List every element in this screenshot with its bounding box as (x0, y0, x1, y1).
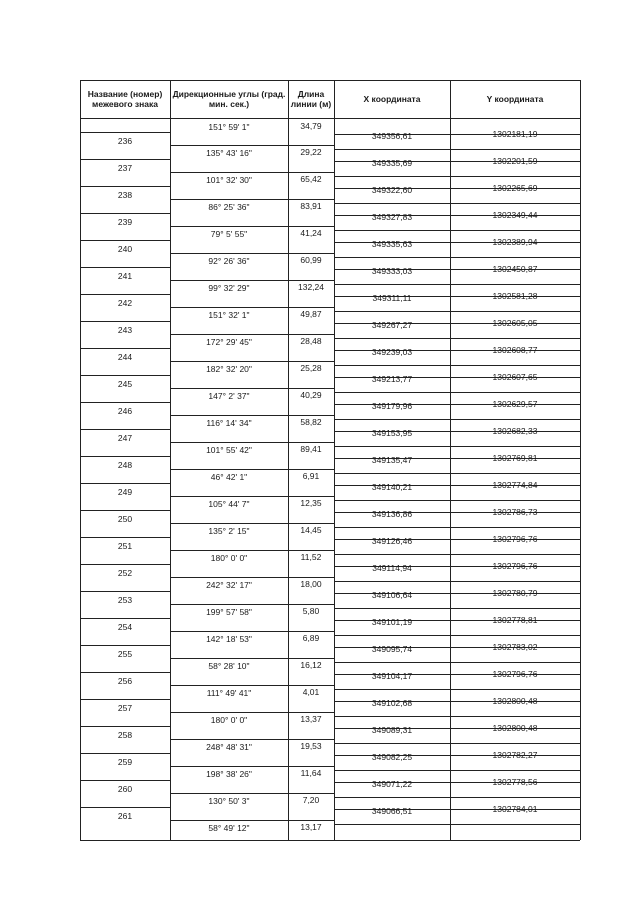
row-divider (334, 554, 580, 555)
row-divider (80, 537, 170, 538)
point-name: 243 (117, 325, 133, 335)
row-divider (170, 280, 334, 281)
row-divider (170, 577, 334, 578)
point-x: 349140,21 (371, 482, 413, 492)
row-divider (334, 149, 580, 150)
point-y: 1302786,73 (492, 507, 538, 517)
point-name: 244 (117, 352, 133, 362)
segment-length: 18,00 (300, 579, 322, 589)
point-name: 240 (117, 244, 133, 254)
row-divider (80, 618, 170, 619)
column-divider (288, 80, 289, 840)
segment-length: 132,24 (298, 282, 324, 292)
point-y: 1302769,81 (492, 453, 538, 463)
point-y: 1302450,87 (492, 264, 538, 274)
segment-angle: 101° 55' 42" (206, 445, 252, 455)
coordinates-table (80, 80, 580, 840)
row-divider (170, 145, 334, 146)
point-y: 1302389,94 (492, 237, 538, 247)
segment-length: 6,89 (302, 633, 320, 643)
header-x: X координата (363, 94, 421, 104)
row-divider (334, 230, 580, 231)
header-length: Длина линии (м) (290, 89, 332, 109)
point-x: 349311,11 (372, 293, 412, 303)
row-divider (80, 429, 170, 430)
segment-angle: 147° 2' 37" (208, 391, 250, 401)
point-y: 1302784,01 (492, 804, 538, 814)
row-divider (334, 365, 580, 366)
row-divider (170, 820, 334, 821)
point-x: 349327,83 (371, 212, 413, 222)
point-name: 249 (117, 487, 133, 497)
segment-length: 5,80 (302, 606, 320, 616)
row-divider (170, 550, 334, 551)
segment-angle: 58° 49' 12" (208, 823, 250, 833)
row-divider (334, 500, 580, 501)
segment-length: 49,87 (300, 309, 322, 319)
row-divider (80, 564, 170, 565)
segment-angle: 180° 0' 0" (210, 553, 248, 563)
row-divider (80, 267, 170, 268)
segment-angle: 142° 18' 53" (206, 634, 252, 644)
row-divider (80, 159, 170, 160)
row-divider (80, 753, 170, 754)
point-y: 1302778,56 (492, 777, 538, 787)
point-name: 251 (117, 541, 133, 551)
segment-length: 65,42 (300, 174, 322, 184)
point-x: 349153,95 (371, 428, 413, 438)
row-divider (334, 338, 580, 339)
point-name: 260 (117, 784, 133, 794)
row-divider (80, 807, 170, 808)
point-name: 254 (117, 622, 133, 632)
row-divider (170, 172, 334, 173)
point-y: 1302265,69 (492, 183, 538, 193)
segment-length: 34,79 (300, 121, 322, 131)
row-divider (334, 176, 580, 177)
segment-length: 58,82 (300, 417, 322, 427)
row-divider (170, 415, 334, 416)
row-divider (334, 311, 580, 312)
row-divider (334, 608, 580, 609)
point-name: 250 (117, 514, 133, 524)
point-x: 349267,27 (371, 320, 413, 330)
segment-length: 25,28 (300, 363, 322, 373)
table-border-bottom (80, 840, 580, 841)
point-x: 349335,69 (371, 158, 413, 168)
row-divider (334, 446, 580, 447)
row-divider (334, 203, 580, 204)
segment-length: 19,53 (300, 741, 322, 751)
point-name: 255 (117, 649, 133, 659)
segment-length: 13,17 (300, 822, 322, 832)
header-y: Y координата (486, 94, 544, 104)
point-x: 349106,64 (371, 590, 413, 600)
point-y: 1302581,28 (492, 291, 538, 301)
row-divider (170, 469, 334, 470)
point-name: 253 (117, 595, 133, 605)
point-y: 1302796,76 (492, 669, 538, 679)
point-name: 245 (117, 379, 133, 389)
point-x: 349095,74 (371, 644, 413, 654)
point-x: 349071,22 (371, 779, 413, 789)
row-divider (80, 240, 170, 241)
row-divider (170, 523, 334, 524)
point-y: 1302783,02 (492, 642, 538, 652)
row-divider (334, 824, 580, 825)
segment-length: 12,35 (300, 498, 322, 508)
row-divider (170, 199, 334, 200)
row-divider (80, 294, 170, 295)
row-divider (80, 402, 170, 403)
row-divider (170, 226, 334, 227)
point-x: 349136,86 (371, 509, 413, 519)
row-divider (170, 793, 334, 794)
row-divider (80, 213, 170, 214)
point-y: 1302782,27 (492, 750, 538, 760)
point-y: 1302800,48 (492, 696, 538, 706)
segment-angle: 116° 14' 34" (206, 418, 252, 428)
segment-length: 83,91 (300, 201, 322, 211)
row-divider (80, 186, 170, 187)
segment-length: 13,37 (300, 714, 322, 724)
point-y: 1302778,81 (492, 615, 538, 625)
row-divider (334, 527, 580, 528)
segment-angle: 46° 42' 1" (210, 472, 248, 482)
point-x: 349114,94 (372, 563, 412, 573)
point-y: 1302682,33 (492, 426, 538, 436)
row-divider (170, 361, 334, 362)
segment-angle: 198° 38' 26" (206, 769, 252, 779)
row-divider (334, 419, 580, 420)
point-name: 256 (117, 676, 133, 686)
segment-length: 41,24 (300, 228, 322, 238)
point-x: 349089,31 (371, 725, 413, 735)
segment-angle: 79° 5' 55" (210, 229, 248, 239)
segment-length: 4,01 (302, 687, 320, 697)
row-divider (80, 483, 170, 484)
point-x: 349356,61 (371, 131, 413, 141)
point-name: 236 (117, 136, 133, 146)
row-divider (80, 375, 170, 376)
segment-angle: 86° 25' 36" (208, 202, 250, 212)
point-name: 241 (117, 271, 133, 281)
row-divider (170, 739, 334, 740)
row-divider (334, 797, 580, 798)
segment-length: 11,52 (300, 552, 322, 562)
point-x: 349101,19 (371, 617, 413, 627)
row-divider (334, 473, 580, 474)
row-divider (170, 685, 334, 686)
row-divider (80, 348, 170, 349)
point-x: 349126,46 (371, 536, 413, 546)
row-divider (334, 770, 580, 771)
segment-length: 14,45 (300, 525, 322, 535)
row-divider (334, 581, 580, 582)
segment-length: 28,48 (300, 336, 322, 346)
row-divider (170, 307, 334, 308)
segment-angle: 135° 2' 15" (208, 526, 250, 536)
header-divider (80, 118, 580, 119)
row-divider (80, 510, 170, 511)
segment-length: 16,12 (300, 660, 322, 670)
point-y: 1302796,76 (492, 561, 538, 571)
segment-angle: 111° 49' 41" (206, 688, 252, 698)
point-y: 1302780,79 (492, 588, 538, 598)
row-divider (170, 496, 334, 497)
row-divider (80, 726, 170, 727)
segment-angle: 130° 50' 3" (208, 796, 250, 806)
row-divider (334, 689, 580, 690)
segment-angle: 92° 26' 36" (208, 256, 250, 266)
row-divider (80, 672, 170, 673)
point-name: 257 (117, 703, 133, 713)
point-x: 349239,03 (371, 347, 413, 357)
row-divider (170, 604, 334, 605)
segment-length: 60,99 (300, 255, 322, 265)
row-divider (334, 257, 580, 258)
row-divider (80, 780, 170, 781)
segment-length: 40,29 (300, 390, 322, 400)
point-x: 349322,60 (371, 185, 413, 195)
segment-angle: 58° 28' 10" (208, 661, 250, 671)
point-name: 252 (117, 568, 133, 578)
point-name: 237 (117, 163, 133, 173)
row-divider (170, 388, 334, 389)
segment-angle: 151° 32' 1" (208, 310, 250, 320)
segment-length: 6,91 (302, 471, 320, 481)
segment-angle: 135° 43' 16" (206, 148, 252, 158)
point-name: 239 (117, 217, 133, 227)
segment-angle: 99° 32' 29" (208, 283, 250, 293)
point-x: 349213,77 (371, 374, 413, 384)
segment-angle: 180° 0' 0" (210, 715, 248, 725)
segment-angle: 105° 44' 7" (208, 499, 250, 509)
segment-angle: 151° 59' 1" (208, 122, 250, 132)
row-divider (80, 591, 170, 592)
point-y: 1302796,76 (492, 534, 538, 544)
table-border-right (580, 80, 581, 840)
segment-length: 7,20 (302, 795, 320, 805)
point-x: 349082,25 (371, 752, 413, 762)
row-divider (334, 716, 580, 717)
segment-length: 89,41 (300, 444, 322, 454)
segment-angle: 242° 32' 17" (206, 580, 252, 590)
row-divider (170, 253, 334, 254)
row-divider (170, 766, 334, 767)
point-name: 261 (117, 811, 133, 821)
point-x: 349066,51 (371, 806, 413, 816)
point-y: 1302774,84 (492, 480, 538, 490)
point-y: 1302349,44 (492, 210, 538, 220)
point-name: 259 (117, 757, 133, 767)
point-name: 248 (117, 460, 133, 470)
column-divider (170, 80, 171, 840)
header-name: Название (номер) межевого знака (87, 89, 163, 109)
row-divider (80, 699, 170, 700)
point-name: 247 (117, 433, 133, 443)
segment-angle: 199° 57' 58" (206, 607, 252, 617)
row-divider (170, 334, 334, 335)
row-divider (170, 442, 334, 443)
row-divider (334, 662, 580, 663)
segment-length: 29,22 (300, 147, 322, 157)
point-x: 349135,47 (371, 455, 413, 465)
point-name: 242 (117, 298, 133, 308)
point-name: 246 (117, 406, 133, 416)
row-divider (80, 645, 170, 646)
segment-angle: 172° 29' 45" (206, 337, 252, 347)
point-y: 1302201,59 (492, 156, 538, 166)
row-divider (334, 392, 580, 393)
point-x: 349104,17 (371, 671, 413, 681)
point-x: 349333,03 (371, 266, 413, 276)
segment-length: 11,64 (300, 768, 322, 778)
segment-angle: 101° 32' 30" (206, 175, 252, 185)
row-divider (80, 132, 170, 133)
point-y: 1302605,05 (492, 318, 538, 328)
row-divider (334, 635, 580, 636)
row-divider (170, 631, 334, 632)
point-y: 1302629,57 (492, 399, 538, 409)
point-x: 349335,63 (371, 239, 413, 249)
row-divider (170, 658, 334, 659)
point-x: 349179,96 (371, 401, 413, 411)
point-x: 349102,68 (371, 698, 413, 708)
row-divider (334, 743, 580, 744)
row-divider (170, 712, 334, 713)
segment-angle: 248° 48' 31" (206, 742, 252, 752)
point-y: 1302181,19 (492, 129, 538, 139)
point-y: 1302607,65 (492, 372, 538, 382)
point-name: 238 (117, 190, 133, 200)
header-angle: Дирекционные углы (град. мин. сек.) (172, 89, 286, 109)
point-y: 1302800,48 (492, 723, 538, 733)
point-name: 258 (117, 730, 133, 740)
row-divider (80, 456, 170, 457)
point-y: 1302608,77 (492, 345, 538, 355)
row-divider (80, 321, 170, 322)
segment-angle: 182° 32' 20" (206, 364, 252, 374)
row-divider (334, 284, 580, 285)
